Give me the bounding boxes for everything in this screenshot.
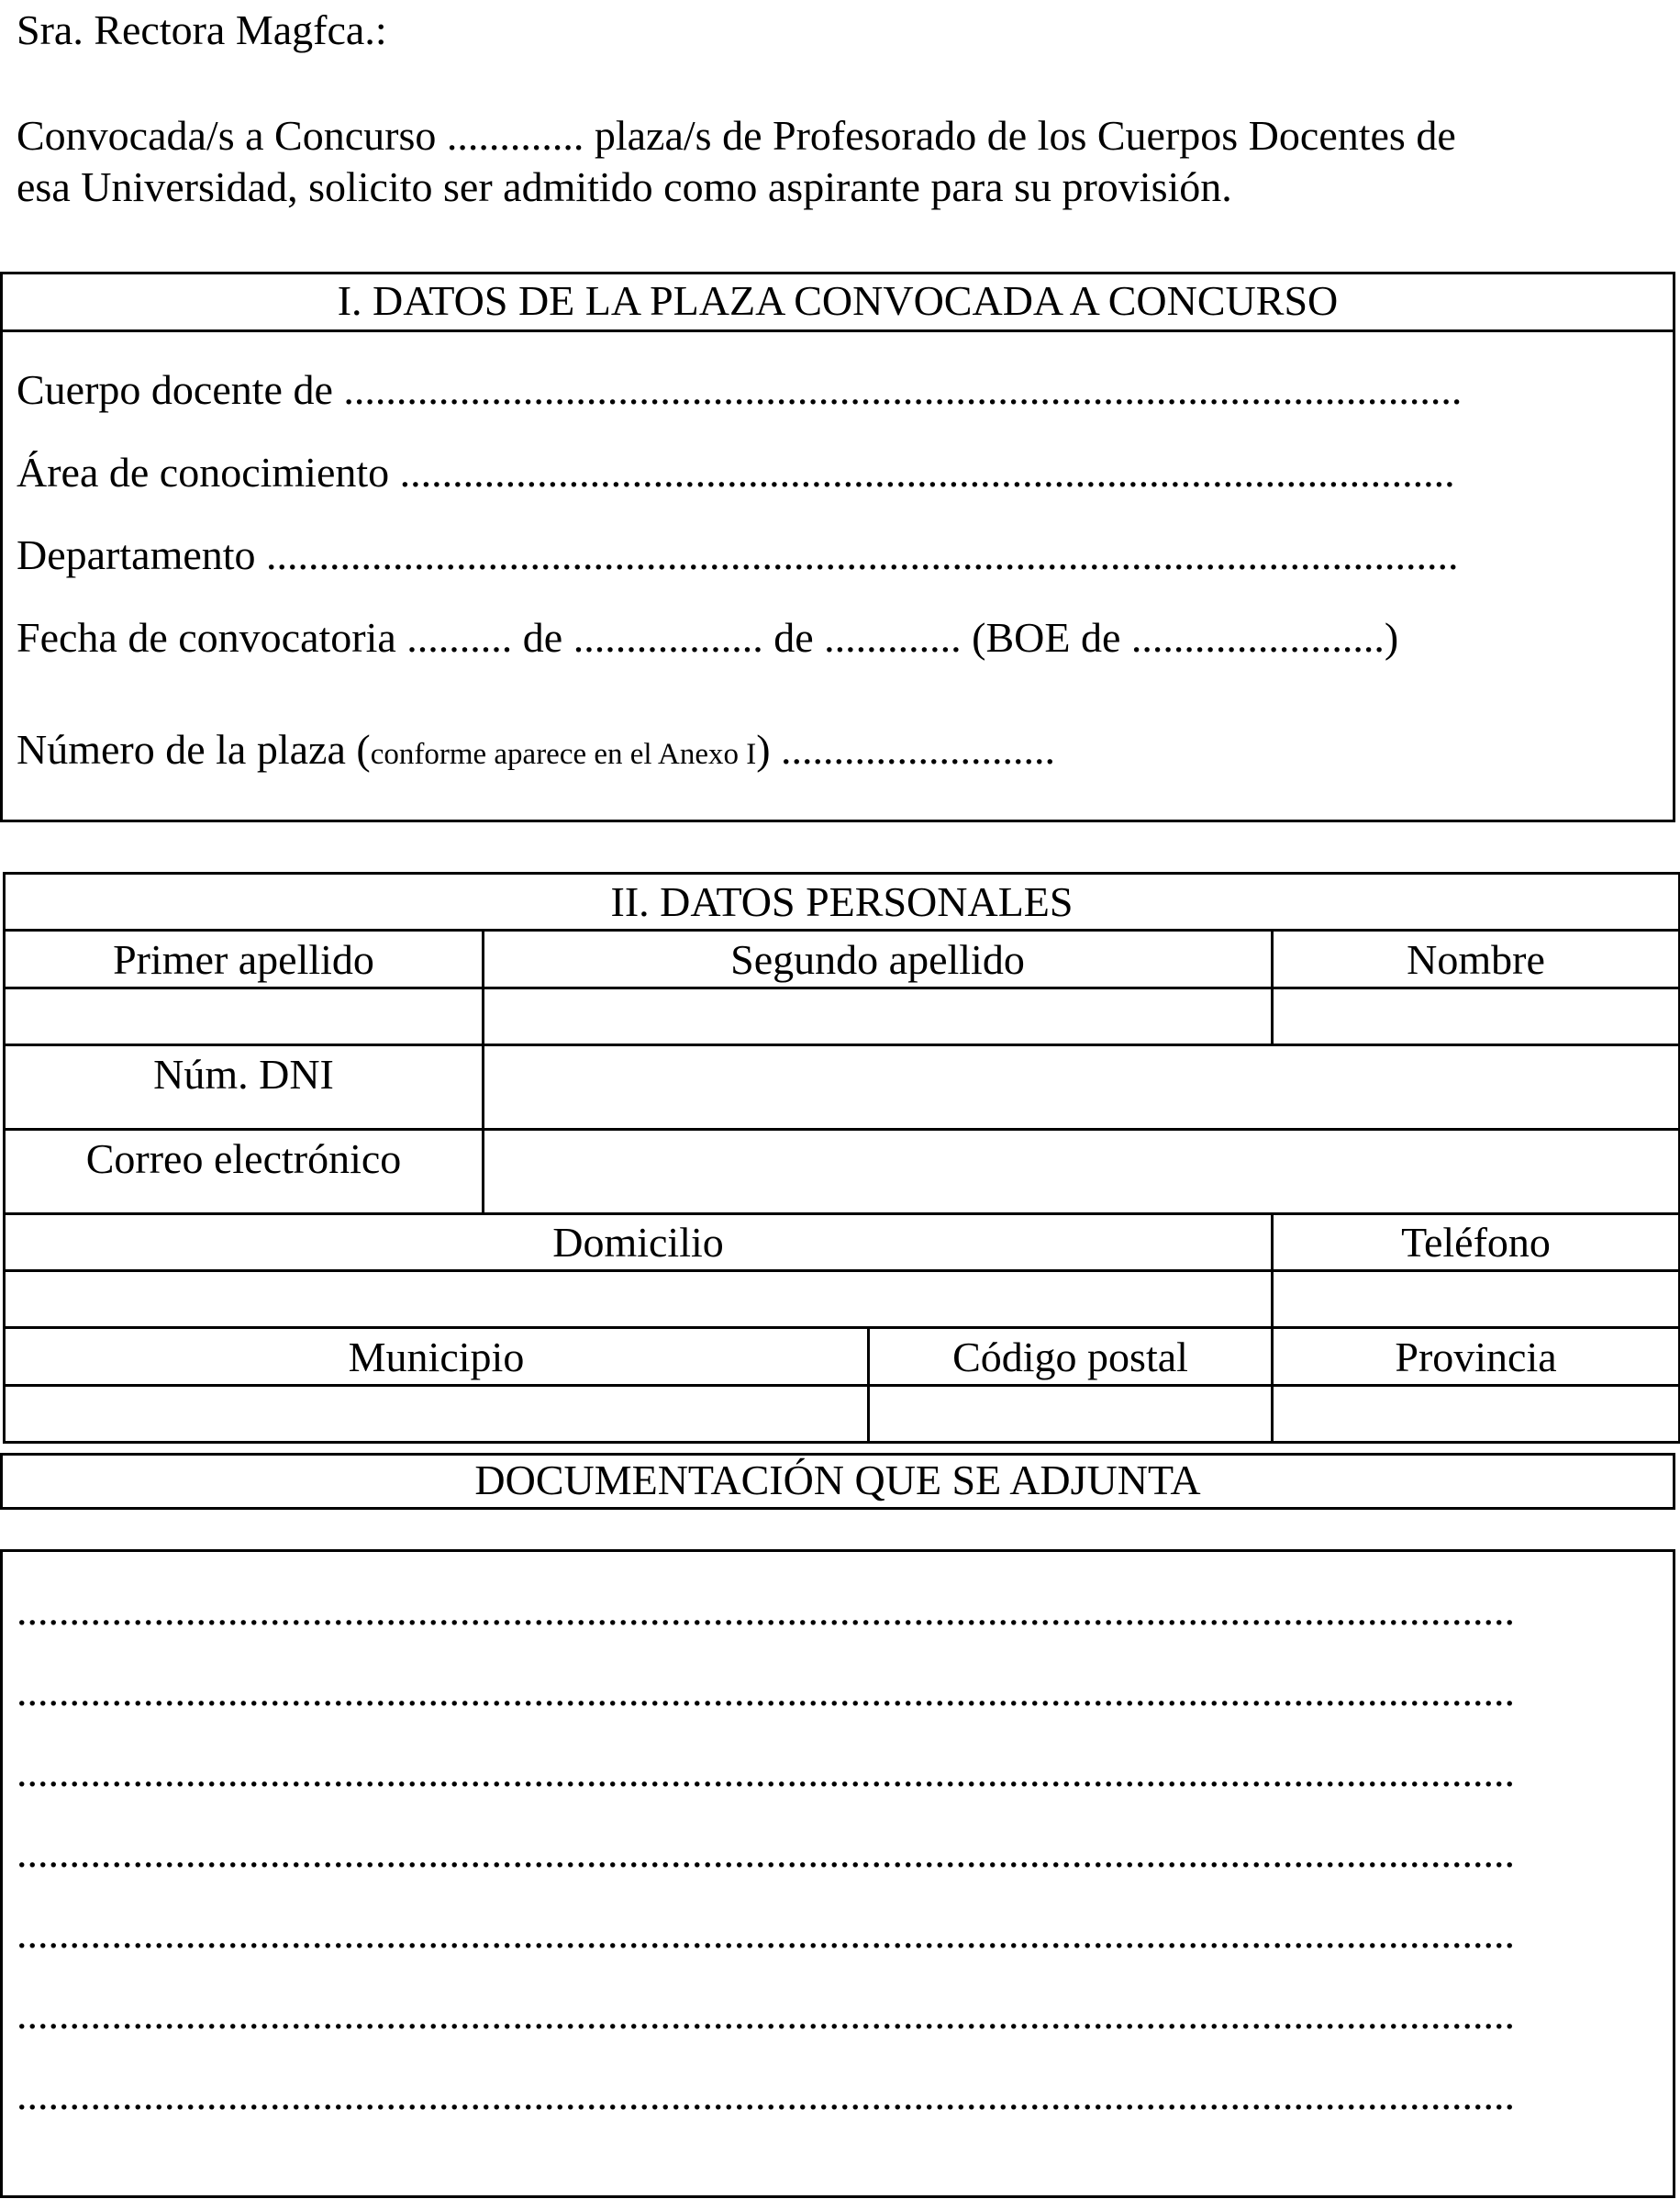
codigo-postal-label: Código postal (869, 1328, 1273, 1386)
section-personal-title: II. DATOS PERSONALES (5, 874, 1680, 931)
nombre-input[interactable] (1273, 988, 1680, 1045)
documentation-title: DOCUMENTACIÓN QUE SE ADJUNTA (474, 1457, 1201, 1503)
intro-paragraph (17, 110, 1668, 213)
intro-text-end: plaza/s de Profesorado de los Cuerpos Docentes de (584, 112, 1456, 159)
documentation-line[interactable]: .............................................................................................................................................. (17, 1748, 1515, 1795)
salutation: Sra. Rectora Magfca.: (17, 6, 387, 53)
correo-input[interactable] (484, 1130, 1680, 1214)
area-conocimiento-field[interactable]: Área de conocimiento .................................................................................................... (17, 449, 1455, 496)
segundo-apellido-label: Segundo apellido (484, 931, 1273, 988)
primer-apellido-label: Primer apellido (5, 931, 484, 988)
municipio-label: Municipio (5, 1328, 869, 1386)
provincia-label: Provincia (1273, 1328, 1680, 1386)
section-plaza-divider (0, 329, 1675, 332)
segundo-apellido-input[interactable] (484, 988, 1273, 1045)
documentation-line[interactable]: .............................................................................................................................................. (17, 1991, 1515, 2037)
telefono-label: Teléfono (1273, 1214, 1680, 1271)
dni-label: Núm. DNI (5, 1045, 484, 1130)
documentation-line[interactable]: .............................................................................................................................................. (17, 1668, 1515, 1714)
provincia-input[interactable] (1273, 1386, 1680, 1443)
cuerpo-docente-field[interactable]: Cuerpo docente de .......................................................................................................... (17, 366, 1463, 413)
documentation-line[interactable]: .............................................................................................................................................. (17, 1587, 1515, 1634)
personal-data-table (3, 872, 1680, 1444)
domicilio-label: Domicilio (5, 1214, 1273, 1271)
numero-plaza-label: Número de la plaza ( (17, 726, 371, 773)
municipio-input[interactable] (5, 1386, 869, 1443)
intro-line-2: esa Universidad, solicito ser admitido como aspirante para su provisión. (17, 163, 1232, 210)
numero-plaza-field[interactable] (17, 725, 1055, 775)
numero-plaza-note: conforme aparece en el Anexo I (370, 738, 757, 771)
intro-text-start: Convocada/s a Concurso (17, 112, 447, 159)
plazas-count-blank[interactable]: ............. (446, 112, 584, 159)
section-plaza-title: I. DATOS DE LA PLAZA CONVOCADA A CONCURSO (337, 277, 1339, 324)
fecha-convocatoria-field[interactable]: Fecha de convocatoria .......... de .................. de ............. (BOE de ........................) (17, 614, 1399, 661)
telefono-input[interactable] (1273, 1271, 1680, 1328)
documentation-lines (17, 1586, 1595, 2151)
departamento-field[interactable]: Departamento ................................................................................................................. (17, 531, 1459, 578)
domicilio-input[interactable] (5, 1271, 1273, 1328)
codigo-postal-input[interactable] (869, 1386, 1273, 1443)
correo-label: Correo electrónico (5, 1130, 484, 1214)
dni-input[interactable] (484, 1045, 1680, 1130)
nombre-label: Nombre (1273, 931, 1680, 988)
documentation-line[interactable]: .............................................................................................................................................. (17, 1910, 1515, 1957)
documentation-line[interactable]: .............................................................................................................................................. (17, 2071, 1515, 2118)
numero-plaza-blank[interactable]: ) .......................... (756, 726, 1056, 773)
documentation-line[interactable]: .............................................................................................................................................. (17, 1829, 1515, 1876)
primer-apellido-input[interactable] (5, 988, 484, 1045)
